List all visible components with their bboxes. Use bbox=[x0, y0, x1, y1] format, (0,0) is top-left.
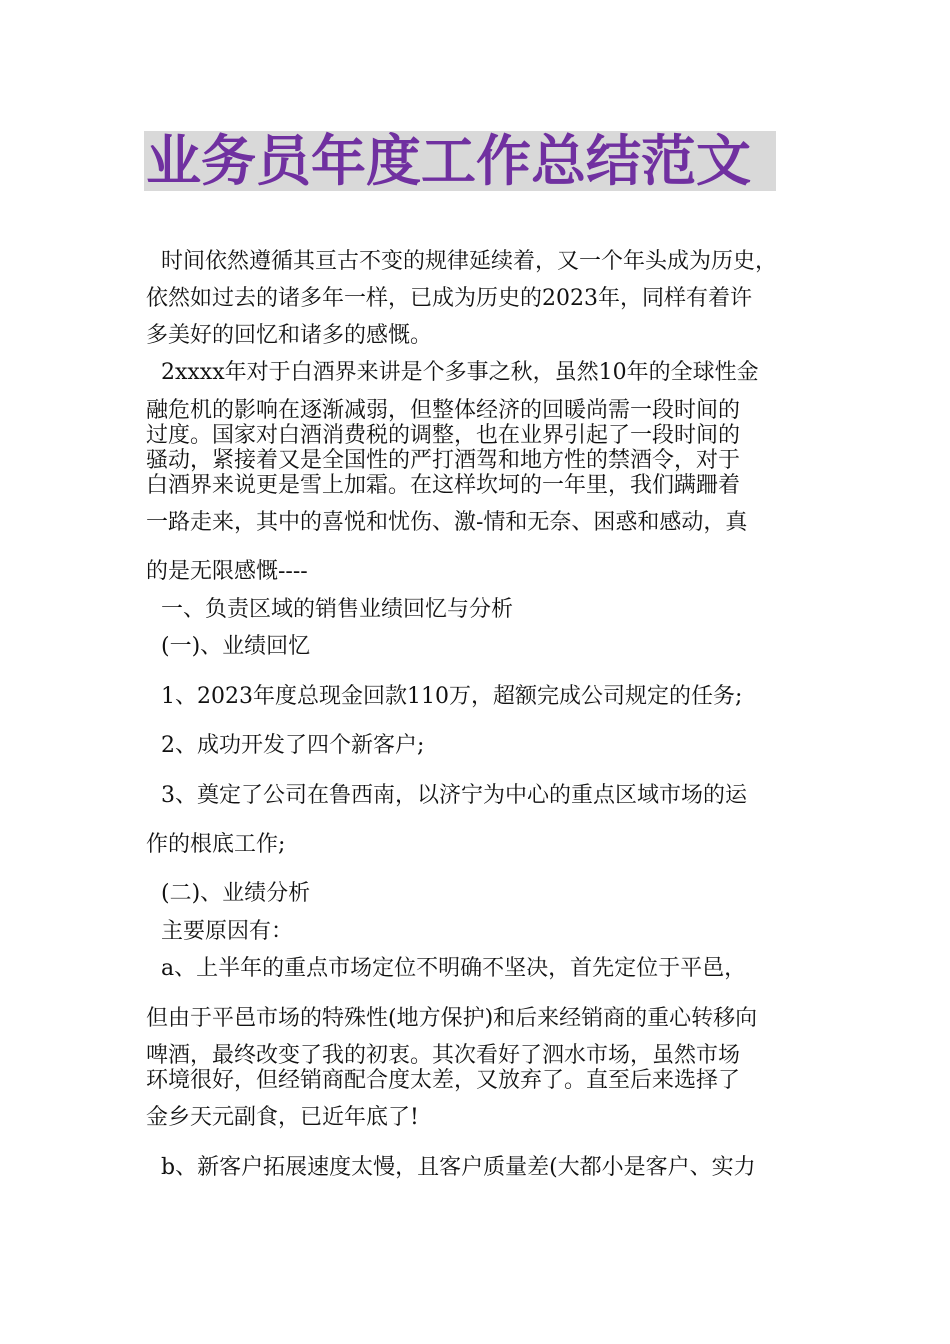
section-heading: 一、负责区域的销售业绩回忆与分析 bbox=[161, 597, 514, 622]
paragraph-line: 的是无限感慨---- bbox=[146, 559, 308, 584]
list-item: b、新客户拓展速度太慢，且客户质量差(大都小是客户、实力 bbox=[161, 1155, 756, 1180]
paragraph-line: 环境很好，但经销商配合度太差，又放弃了。直至后来选择了 bbox=[146, 1068, 741, 1093]
paragraph-line: 多美好的回忆和诸多的感慨。 bbox=[146, 323, 433, 348]
paragraph-line: 金乡天元副食，已近年底了! bbox=[146, 1105, 419, 1130]
subsection-heading: (一)、业绩回忆 bbox=[161, 634, 311, 659]
paragraph-line: 融危机的影响在逐渐减弱，但整体经济的回暖尚需一段时间的 bbox=[146, 398, 741, 423]
paragraph-line: 白酒界来说更是雪上加霜。在这样坎坷的一年里，我们蹒跚着 bbox=[146, 473, 741, 498]
list-item: 1、2023年度总现金回款110万，超额完成公司规定的任务; bbox=[161, 684, 743, 709]
subsection-heading: (二)、业绩分析 bbox=[161, 881, 311, 906]
paragraph-line: 时间依然遵循其亘古不变的规律延续着，又一个年头成为历史， bbox=[161, 249, 778, 274]
paragraph-line: 过度。国家对白酒消费税的调整，也在业界引起了一段时间的 bbox=[146, 423, 741, 448]
list-item-continued: 作的根底工作; bbox=[146, 832, 286, 857]
list-item: 2、成功开发了四个新客户; bbox=[161, 733, 425, 758]
paragraph-line: 骚动，紧接着又是全国性的严打酒驾和地方性的禁酒令，对于 bbox=[146, 448, 741, 473]
paragraph-line: 一路走来，其中的喜悦和忧伤、激-情和无奈、困惑和感动，真 bbox=[146, 510, 748, 535]
paragraph-line: 依然如过去的诸多年一样，已成为历史的2023年，同样有着许 bbox=[146, 286, 752, 311]
document-title: 业务员年度工作总结范文 bbox=[146, 129, 752, 193]
paragraph-line: 2xxxx年对于白酒界来讲是个多事之秋，虽然10年的全球性金 bbox=[161, 360, 759, 385]
paragraph-line: 但由于平邑市场的特殊性(地方保护)和后来经销商的重心转移向 bbox=[146, 1006, 758, 1031]
list-item: a、上半年的重点市场定位不明确不坚决，首先定位于平邑， bbox=[161, 956, 747, 981]
paragraph-line: 啤酒，最终改变了我的初衷。其次看好了泗水市场，虽然市场 bbox=[146, 1043, 741, 1068]
list-item: 3、奠定了公司在鲁西南，以济宁为中心的重点区域市场的运 bbox=[161, 783, 747, 808]
paragraph-line: 主要原因有： bbox=[161, 919, 294, 944]
